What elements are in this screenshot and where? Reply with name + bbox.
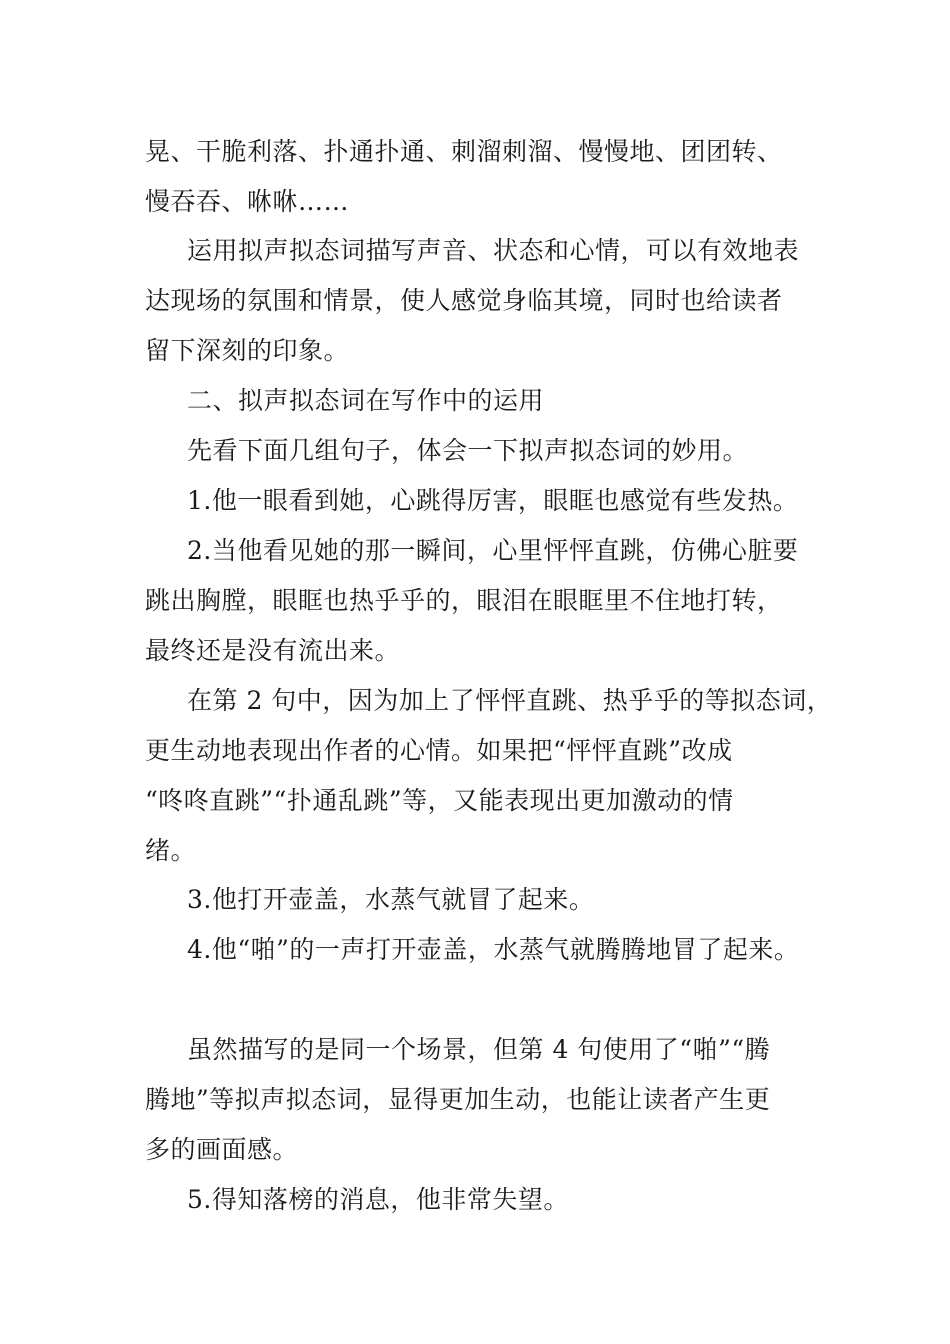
text-line: 最终还是没有流出来。	[145, 636, 401, 665]
example-sentence-3: 3.他打开壶盖，水蒸气就冒了起来。	[187, 885, 595, 914]
paragraph-start: 在第 2 句中，因为加上了怦怦直跳、热乎乎的等拟态词，	[187, 686, 833, 715]
paragraph-start: 虽然描写的是同一个场景，但第 4 句使用了“啪”“腾	[187, 1035, 771, 1064]
section-heading: 二、拟声拟态词在写作中的运用	[187, 386, 545, 415]
text-line: 绪。	[145, 836, 197, 865]
text-line: 晃、干脆利落、扑通扑通、刺溜刺溜、慢慢地、团团转、	[145, 137, 783, 166]
text-line: 腾地”等拟声拟态词，显得更加生动，也能让读者产生更	[145, 1085, 771, 1114]
text-line: 跳出胸膛，眼眶也热乎乎的，眼泪在眼眶里不住地打转，	[145, 586, 783, 615]
text-line: 达现场的氛围和情景，使人感觉身临其境，同时也给读者	[145, 286, 783, 315]
paragraph-start: 先看下面几组句子，体会一下拟声拟态词的妙用。	[187, 436, 749, 465]
example-sentence-2: 2.当他看见她的那一瞬间，心里怦怦直跳，仿佛心脏要	[187, 536, 799, 565]
example-sentence-1: 1.他一眼看到她，心跳得厉害，眼眶也感觉有些发热。	[187, 486, 799, 515]
text-line: 多的画面感。	[145, 1135, 299, 1164]
paragraph-start: 运用拟声拟态词描写声音、状态和心情，可以有效地表	[187, 236, 800, 265]
text-line: 慢吞吞、咻咻……	[145, 187, 350, 216]
text-line: “咚咚直跳”“扑通乱跳”等，又能表现出更加激动的情	[145, 786, 734, 815]
text-line: 更生动地表现出作者的心情。如果把“怦怦直跳”改成	[145, 736, 733, 765]
text-line: 留下深刻的印象。	[145, 336, 350, 365]
example-sentence-4: 4.他“啪”的一声打开壶盖，水蒸气就腾腾地冒了起来。	[187, 935, 800, 964]
example-sentence-5: 5.得知落榜的消息，他非常失望。	[187, 1185, 569, 1214]
